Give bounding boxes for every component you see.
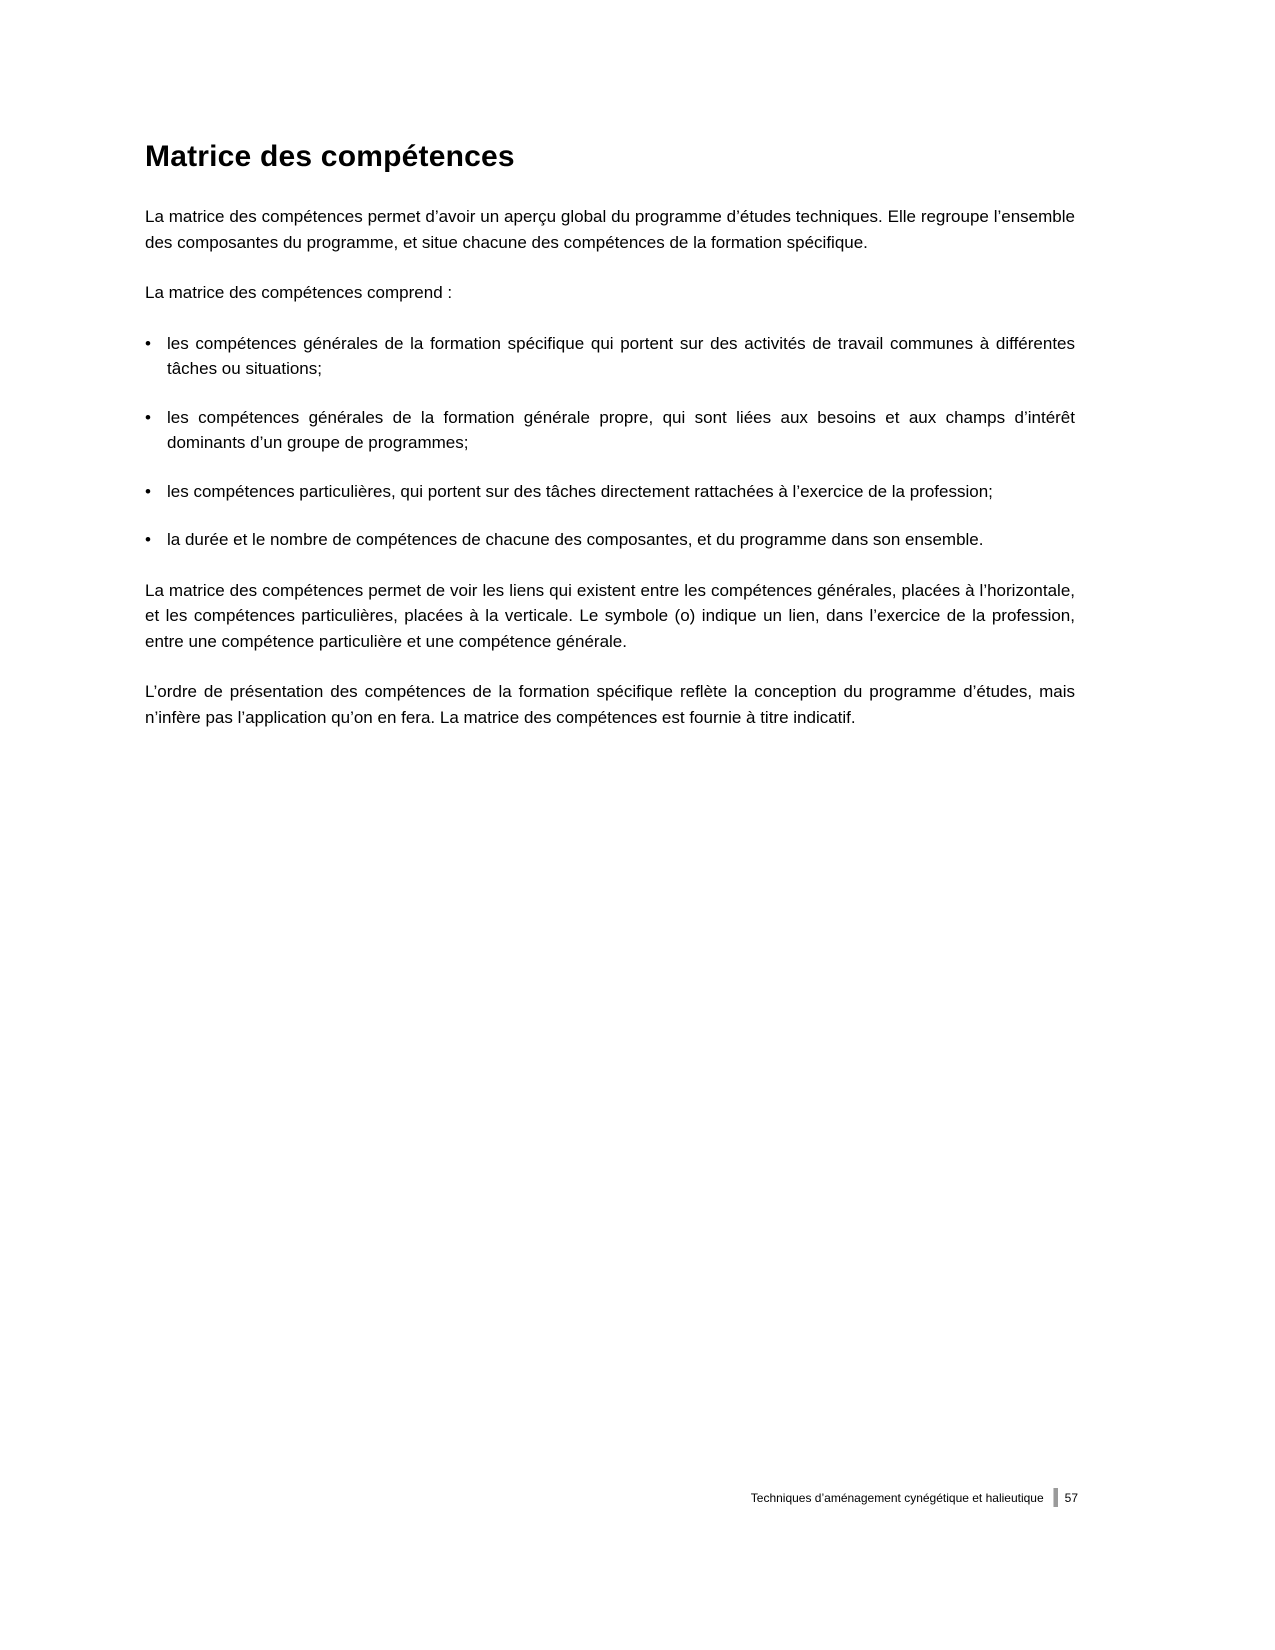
- paragraph-comprend: La matrice des compétences comprend :: [145, 283, 453, 302]
- paragraph-ordre: L’ordre de présentation des compétences de la formation spécifique reflète la conception du programme d’études, mais n’infère pas l’application qu’on en fera. La matrice des compétences est fournie à titre indicatif.: [145, 682, 1075, 727]
- footer-divider: [1053, 1488, 1058, 1507]
- page-number: 57: [1064, 1490, 1078, 1505]
- page-footer: [751, 1488, 1078, 1507]
- bullet-text: les compétences générales de la formation générale propre, qui sont liées aux besoins et aux champs d’intérêt dominants d’un groupe de programmes;: [167, 407, 1075, 452]
- bullet-icon: •: [145, 530, 151, 549]
- bullet-text: les compétences particulières, qui portent sur des tâches directement rattachées à l’exercice de la profession;: [167, 481, 993, 501]
- footer-title: Techniques d’aménagement cynégétique et halieutique: [750, 1490, 1044, 1505]
- bullet-text: les compétences générales de la formation spécifique qui portent sur des activités de travail communes à différentes tâches ou situations;: [167, 333, 1075, 378]
- page-title: Matrice des compétences: [145, 140, 515, 173]
- list-item: [145, 331, 1075, 382]
- bullet-icon: •: [145, 333, 151, 353]
- paragraph-liens: La matrice des compétences permet de voir les liens qui existent entre les compétences générales, placées à l’horizontale, et les compétences particulières, placées à la verticale. Le symbole (o) indique un lien, dans l’exercice de la profession, entre une compétence particulière et une compétence générale.: [145, 580, 1075, 651]
- bullet-icon: •: [145, 481, 151, 501]
- list-item: [145, 527, 1075, 553]
- page-content: [145, 140, 1075, 755]
- bullet-icon: •: [145, 407, 151, 427]
- bullet-list: [145, 331, 1075, 553]
- bullet-text: la durée et le nombre de compétences de chacune des composantes, et du programme dans son ensemble.: [167, 530, 984, 549]
- paragraph-intro: La matrice des compétences permet d’avoir un aperçu global du programme d’études techniques. Elle regroupe l’ensemble des composantes du programme, et situe chacune des compétences de la formation spécifique.: [145, 207, 1075, 252]
- list-item: [145, 479, 1075, 505]
- list-item: [145, 405, 1075, 456]
